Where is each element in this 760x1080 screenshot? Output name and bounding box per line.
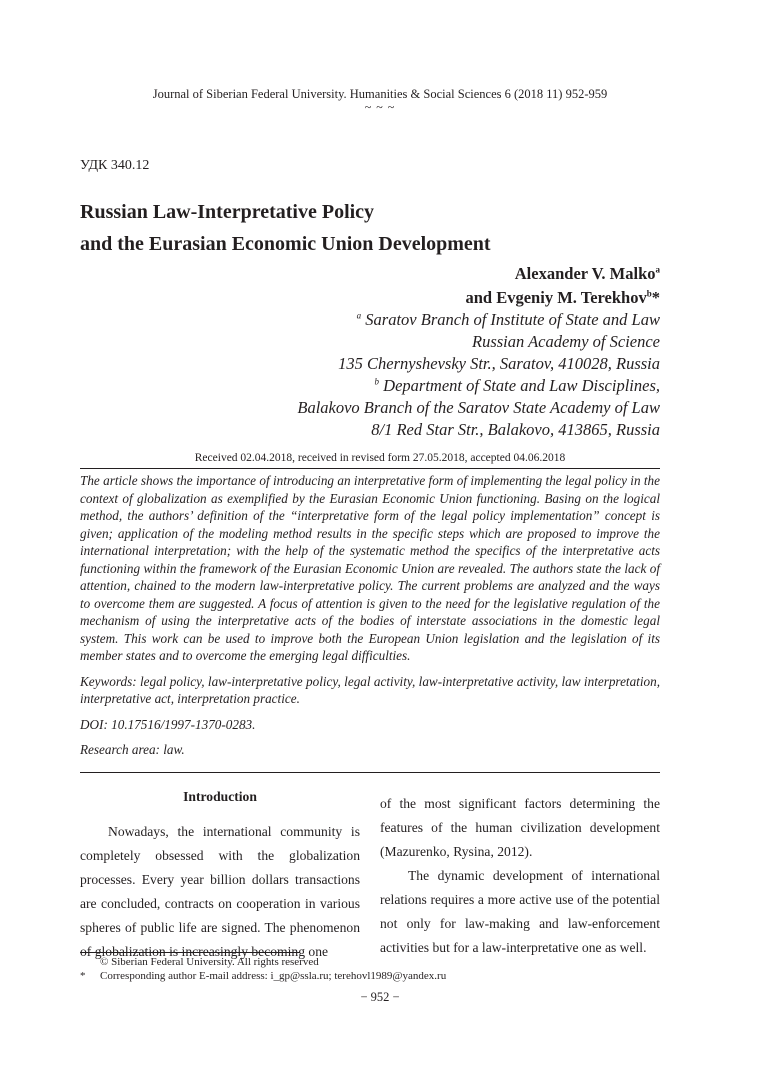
page-number: − 952 −: [360, 990, 400, 1004]
left-paragraph: Nowadays, the international community is completely obsessed with the globalization processes. Every year billion dollars transactions are concluded, contracts on cooperation in various spheres of public life are signed. The phenomenon of globalization is increasingly becoming one: [80, 824, 360, 959]
left-column: [80, 788, 360, 964]
affiliation-a-line-1: [297, 309, 660, 331]
author-1: [466, 262, 661, 286]
affiliation-b-line-2: Balakovo Branch of the Saratov State Academy of Law: [297, 398, 660, 417]
received-dates: Received 02.04.2018, received in revised form 27.05.2018, accepted 04.06.2018: [194, 452, 566, 464]
author-1-sup: a: [655, 264, 660, 275]
research-area: Research area: law.: [80, 742, 185, 757]
right-paragraph-2: The dynamic development of international relations requires a more active use of the potential not only for law-making and law-enforcement activities but for a law-interpretative one as well.: [380, 868, 660, 955]
affiliation-b-sup: b: [374, 376, 380, 387]
author-2-sup: b: [646, 288, 652, 299]
affiliation-b-line-1: [297, 375, 660, 397]
abstract-block: [80, 472, 660, 759]
abstract-text: The article shows the importance of introducing an interpretative form of implementing the legal policy in the context of globalization as exemplified by the Eurasian Economic Union functioning. Basing on the logical method, the authors’ definition of the “interpretative form of the legal policy implementation” concept is given; application of the modeling method results in the specific steps which are proposed to improve the international interpretation; with the help of the systematic method the specifics of the interpretative acts functioning within the framework of the Eurasian Economic Union are revealed. The authors state the lack of attention, chained to the modern law-interpretative policy. The current problems are analyzed and the ways to overcome them are suggested. A focus of attention is given to the need for the legislative regulation of the mechanism of using the interpretative acts of the bodies of interstate associations in the domestic legal system. This work can be used to improve both the European Union legislation and the legislation of its member states and to overcome the emerging legal difficulties.: [80, 473, 660, 663]
right-paragraph-1: of the most significant factors determining the features of the human civilization development (Mazurenko, Rysina, 2012).: [380, 796, 660, 859]
footnote-corresponding: [80, 969, 446, 983]
footnote-email: Corresponding author E-mail address: i_gp@ssla.ru; terehovl1989@yandex.ru: [100, 970, 447, 982]
author-2: [466, 286, 661, 310]
title-line-2: and the Eurasian Economic Union Development: [80, 233, 491, 255]
udk-code: УДК 340.12: [80, 158, 150, 173]
author-1-name: Alexander V. Malko: [514, 264, 656, 283]
section-heading: Introduction: [183, 789, 257, 804]
author-2-name: and Evgeniy M. Terekhov: [465, 288, 647, 307]
doi: DOI: 10.17516/1997-1370-0283.: [80, 716, 256, 732]
abstract-top-rule: [80, 468, 660, 469]
footnote-rule: [80, 952, 300, 953]
affiliation-b-line-3: 8/1 Red Star Str., Balakovo, 413865, Russia: [371, 420, 660, 439]
keywords: Keywords: legal policy, law-interpretative policy, legal activity, law-interpretative activity, law interpretation, interpretative act, interpretation practice.: [80, 673, 660, 706]
affiliation-b-text: Department of State and Law Disciplines,: [379, 376, 660, 395]
authors: [466, 262, 661, 310]
author-2-mark: *: [651, 288, 660, 307]
abstract-bottom-rule: [80, 772, 660, 773]
affiliation-a-line-2: Russian Academy of Science: [471, 332, 660, 351]
footnote-star: *: [80, 970, 86, 982]
affiliation-a-line-3: 135 Chernyshevsky Str., Saratov, 410028, Russia: [338, 354, 660, 373]
right-column: [380, 792, 660, 960]
header-ornament: ~ ~ ~: [364, 100, 396, 114]
article-title: [80, 196, 491, 260]
affiliation-a-sup: a: [356, 310, 362, 321]
journal-header: Journal of Siberian Federal University. Humanities & Social Sciences 6 (2018 11) 952-959: [152, 87, 608, 101]
affiliations: [297, 309, 660, 441]
title-line-1: Russian Law-Interpretative Policy: [80, 201, 375, 223]
affiliation-a-text: Saratov Branch of Institute of State and Law: [361, 310, 660, 329]
footnote-copyright: © Siberian Federal University. All rights reserved: [100, 956, 319, 968]
